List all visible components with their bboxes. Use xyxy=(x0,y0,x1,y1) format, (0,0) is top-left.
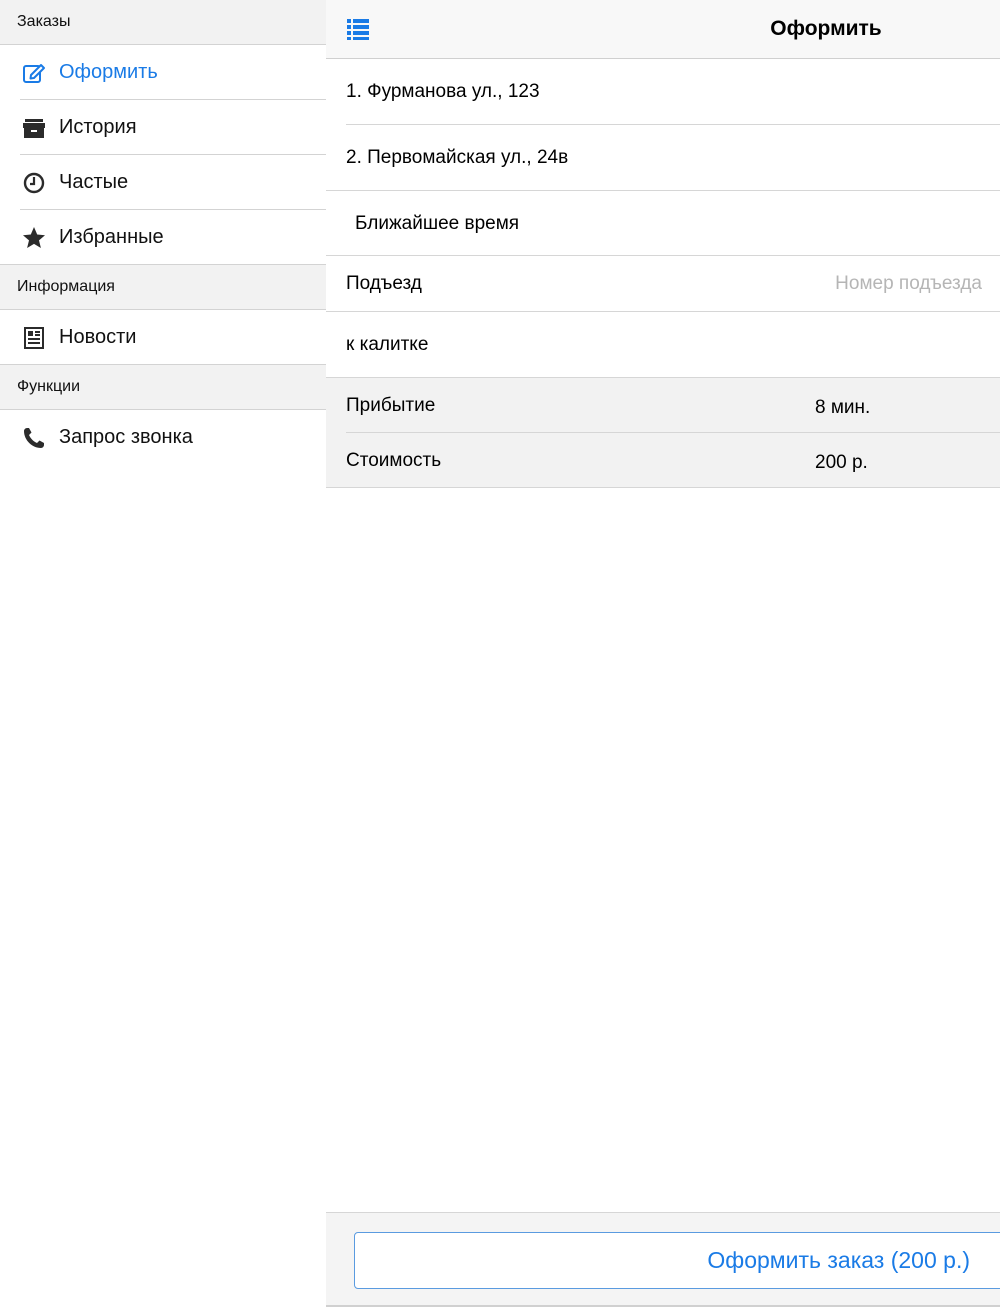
time-text: Ближайшее время xyxy=(355,212,520,234)
divider xyxy=(0,364,326,365)
sidebar-item-label: Оформить xyxy=(59,61,158,83)
page-title: Оформить xyxy=(770,17,882,40)
cost-label: Стоимость xyxy=(346,449,442,471)
sidebar-item-order[interactable] xyxy=(0,45,326,100)
sidebar-item-news[interactable] xyxy=(0,310,326,365)
address-row-1[interactable] xyxy=(326,59,1000,125)
submit-order-button[interactable]: Оформить заказ (200 р.) xyxy=(354,1232,1000,1289)
entrance-label: Подъезд xyxy=(346,273,422,294)
address-text: 1. Фурманова ул., 123 xyxy=(346,81,540,102)
navbar xyxy=(326,0,1000,59)
list-icon[interactable] xyxy=(346,16,372,42)
star-icon xyxy=(20,224,48,252)
archive-icon xyxy=(20,114,48,142)
entrance-input[interactable] xyxy=(722,270,982,298)
sidebar-item-label: Избранные xyxy=(59,226,164,248)
entrance-row xyxy=(326,256,1000,312)
sidebar-item-label: Запрос звонка xyxy=(59,426,193,448)
sidebar-item-callback[interactable] xyxy=(0,410,326,465)
sidebar-item-label: История xyxy=(59,116,137,138)
divider xyxy=(0,264,326,265)
comment-row[interactable] xyxy=(326,312,1000,378)
sidebar-item-frequent[interactable] xyxy=(0,155,326,210)
order-summary xyxy=(326,378,1000,488)
main-panel xyxy=(326,0,1000,1307)
phone-icon xyxy=(20,424,48,452)
section-header-info: Информация xyxy=(0,265,326,309)
sidebar-item-label: Частые xyxy=(59,171,129,193)
cost-value: 200 р. xyxy=(815,451,868,473)
cost-row xyxy=(326,433,1000,488)
sidebar-item-favorites[interactable] xyxy=(0,210,326,265)
address-text: 2. Первомайская ул., 24в xyxy=(346,147,569,168)
edit-icon xyxy=(20,59,48,87)
time-row[interactable] xyxy=(326,191,1000,256)
sidebar-item-label: Новости xyxy=(59,326,137,348)
sidebar-item-history[interactable] xyxy=(0,100,326,155)
arrival-value: 8 мин. xyxy=(815,396,871,418)
divider xyxy=(326,487,1000,488)
section-header-functions: Функции xyxy=(0,365,326,409)
footer xyxy=(326,1212,1000,1307)
comment-text: к калитке xyxy=(346,334,429,355)
clock-icon xyxy=(20,169,48,197)
arrival-label: Прибытие xyxy=(346,394,436,416)
sidebar xyxy=(0,0,326,1307)
arrival-row xyxy=(326,378,1000,433)
section-header-orders: Заказы xyxy=(0,0,326,44)
news-icon xyxy=(20,324,48,352)
address-row-2[interactable] xyxy=(326,125,1000,191)
